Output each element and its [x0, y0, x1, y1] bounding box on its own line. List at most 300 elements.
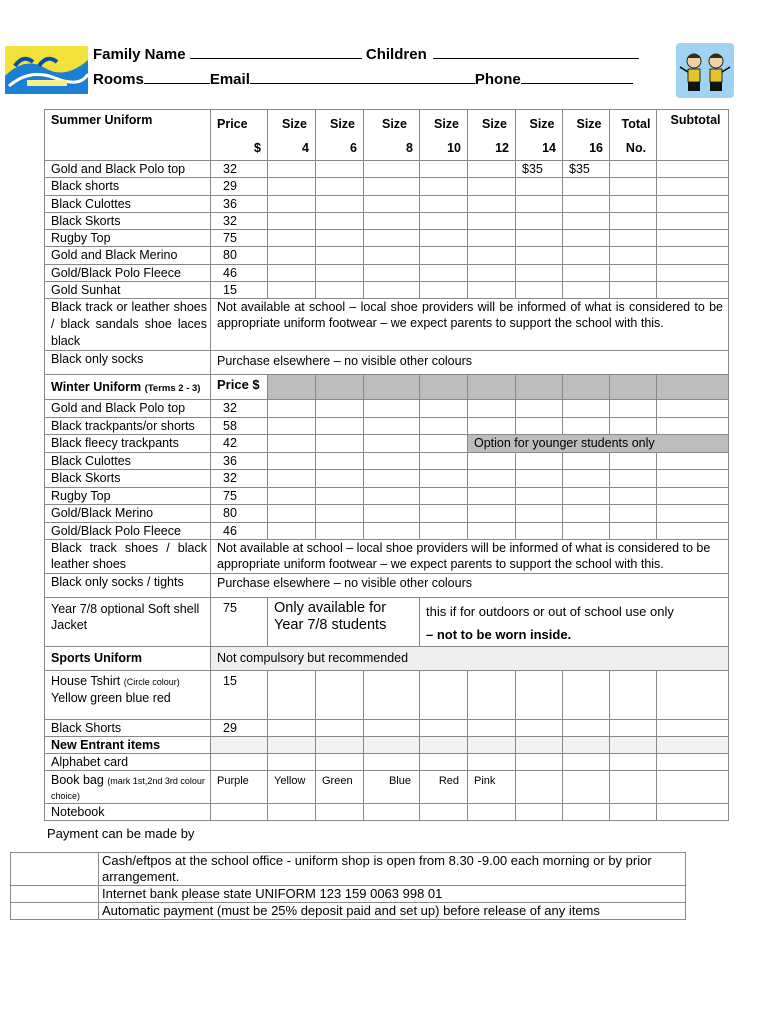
quantity-cell[interactable]: [468, 282, 516, 299]
jacket-usage-note: [420, 598, 729, 647]
size-label: Size: [529, 117, 555, 131]
quantity-cell[interactable]: [610, 247, 657, 264]
quantity-cell[interactable]: [316, 400, 364, 418]
quantity-cell[interactable]: [563, 754, 610, 771]
quantity-cell[interactable]: [657, 671, 729, 720]
phone-field[interactable]: [521, 69, 633, 84]
table-row: [45, 230, 729, 247]
payment-blank-cell: [11, 853, 99, 886]
quantity-cell[interactable]: [420, 417, 468, 435]
quantity-cell[interactable]: [516, 375, 563, 400]
quantity-cell[interactable]: [610, 522, 657, 540]
size-value: 8: [406, 141, 413, 155]
children-illustration: [676, 43, 734, 98]
quantity-cell[interactable]: [420, 754, 468, 771]
quantity-cell[interactable]: [516, 178, 563, 195]
table-row: [45, 574, 729, 598]
quantity-cell[interactable]: [657, 470, 729, 488]
quantity-cell[interactable]: [657, 720, 729, 737]
quantity-cell[interactable]: [468, 487, 516, 505]
quantity-cell[interactable]: [268, 264, 316, 281]
jacket-usage-text: this if for outdoors or out of school use only: [426, 604, 674, 620]
quantity-cell[interactable]: [316, 487, 364, 505]
table-header-row: [45, 110, 729, 161]
table-row: [45, 435, 729, 453]
phone-label: Phone: [474, 71, 521, 88]
quantity-cell[interactable]: [364, 452, 420, 470]
quantity-cell[interactable]: [610, 804, 657, 821]
quantity-cell[interactable]: [563, 771, 610, 804]
quantity-cell[interactable]: [610, 754, 657, 771]
size-label: Size: [576, 117, 602, 131]
rooms-label: Rooms: [93, 71, 144, 88]
quantity-cell[interactable]: [657, 771, 729, 804]
quantity-cell[interactable]: [610, 212, 657, 229]
quantity-cell[interactable]: [268, 505, 316, 523]
quantity-cell[interactable]: [610, 487, 657, 505]
quantity-cell[interactable]: [563, 212, 610, 229]
quantity-cell[interactable]: [657, 452, 729, 470]
quantity-cell[interactable]: [316, 375, 364, 400]
quantity-cell[interactable]: [516, 804, 563, 821]
quantity-cell[interactable]: [657, 247, 729, 264]
quantity-cell[interactable]: [316, 720, 364, 737]
quantity-cell[interactable]: [316, 195, 364, 212]
table-row: [45, 540, 729, 574]
quantity-cell[interactable]: [657, 487, 729, 505]
item-name: Black Culottes: [45, 195, 211, 212]
quantity-cell[interactable]: [610, 452, 657, 470]
payment-cash: Cash/eftpos at the school office - uniform shop is open from 8.30 -9.00 each morning or by prior arrangement.: [99, 853, 686, 886]
tshirt-name: House Tshirt: [51, 674, 121, 689]
quantity-cell[interactable]: [610, 375, 657, 400]
quantity-cell[interactable]: [516, 264, 563, 281]
quantity-cell[interactable]: [516, 400, 563, 418]
quantity-cell[interactable]: [420, 522, 468, 540]
quantity-cell[interactable]: [468, 522, 516, 540]
size-value: 12: [495, 141, 509, 155]
quantity-cell[interactable]: [657, 522, 729, 540]
payment-automatic: Automatic payment (must be 25% deposit paid and set up) before release of any items: [99, 903, 686, 920]
quantity-cell[interactable]: [268, 435, 316, 453]
quantity-cell[interactable]: [468, 671, 516, 720]
table-row: [45, 351, 729, 375]
quantity-cell[interactable]: [364, 264, 420, 281]
quantity-cell[interactable]: [657, 505, 729, 523]
quantity-cell[interactable]: [468, 505, 516, 523]
quantity-cell[interactable]: [364, 400, 420, 418]
sports-header-row: [45, 647, 729, 671]
size-value: 14: [542, 141, 556, 155]
quantity-cell[interactable]: [420, 435, 468, 453]
quantity-cell[interactable]: [211, 737, 268, 754]
quantity-cell[interactable]: [563, 671, 610, 720]
sports-uniform-heading: Sports Uniform: [45, 647, 211, 671]
quantity-cell[interactable]: [364, 417, 420, 435]
quantity-cell[interactable]: [610, 505, 657, 523]
item-price: 75: [211, 230, 268, 247]
quantity-cell[interactable]: [516, 522, 563, 540]
quantity-cell[interactable]: [268, 671, 316, 720]
quantity-cell[interactable]: [316, 212, 364, 229]
subtotal-header: Subtotal: [657, 110, 729, 161]
item-price: 80: [211, 247, 268, 264]
item-name: Black fleecy trackpants: [45, 435, 211, 453]
quantity-cell[interactable]: [268, 754, 316, 771]
item-price: 80: [211, 505, 268, 523]
quantity-cell[interactable]: [420, 161, 468, 178]
quantity-cell[interactable]: [468, 375, 516, 400]
quantity-cell[interactable]: [516, 282, 563, 299]
younger-students-note: Option for younger students only: [468, 435, 729, 453]
quantity-cell[interactable]: [420, 375, 468, 400]
quantity-cell[interactable]: [657, 400, 729, 418]
quantity-cell[interactable]: [657, 737, 729, 754]
family-name-field[interactable]: [190, 44, 362, 59]
quantity-cell[interactable]: [657, 804, 729, 821]
quantity-cell[interactable]: [316, 247, 364, 264]
sports-note: Not compulsory but recommended: [211, 647, 729, 671]
quantity-cell[interactable]: [610, 264, 657, 281]
item-price: 29: [211, 178, 268, 195]
quantity-cell[interactable]: [268, 375, 316, 400]
quantity-cell[interactable]: [268, 161, 316, 178]
children-field[interactable]: [433, 44, 639, 59]
quantity-cell[interactable]: [420, 737, 468, 754]
quantity-cell[interactable]: [468, 264, 516, 281]
quantity-cell[interactable]: [657, 212, 729, 229]
quantity-cell[interactable]: [657, 178, 729, 195]
quantity-cell[interactable]: [468, 195, 516, 212]
quantity-cell[interactable]: [316, 804, 364, 821]
quantity-cell[interactable]: [563, 737, 610, 754]
quantity-cell[interactable]: [211, 804, 268, 821]
quantity-cell[interactable]: [657, 282, 729, 299]
quantity-cell[interactable]: [420, 195, 468, 212]
quantity-cell[interactable]: [316, 671, 364, 720]
quantity-cell[interactable]: [420, 470, 468, 488]
table-row: [45, 804, 729, 821]
size-header-4: [268, 110, 316, 161]
quantity-cell[interactable]: [316, 435, 364, 453]
quantity-cell[interactable]: [268, 737, 316, 754]
quantity-cell[interactable]: [420, 671, 468, 720]
quantity-cell[interactable]: [268, 804, 316, 821]
quantity-cell[interactable]: [420, 264, 468, 281]
quantity-cell[interactable]: [420, 282, 468, 299]
quantity-cell[interactable]: [316, 522, 364, 540]
quantity-cell[interactable]: [516, 470, 563, 488]
email-label: Email: [209, 71, 250, 88]
quantity-cell[interactable]: [468, 737, 516, 754]
quantity-cell[interactable]: [468, 804, 516, 821]
quantity-cell[interactable]: [364, 230, 420, 247]
email-field[interactable]: [250, 69, 475, 84]
table-row: [45, 161, 729, 178]
quantity-cell[interactable]: [468, 161, 516, 178]
table-row: [45, 264, 729, 281]
jacket-not-inside: – not to be worn inside.: [426, 627, 572, 643]
quantity-cell[interactable]: [268, 282, 316, 299]
item-name: Gold and Black Polo top: [45, 400, 211, 418]
table-row: [45, 417, 729, 435]
quantity-cell[interactable]: [364, 282, 420, 299]
bookbag-name: Book bag: [51, 773, 104, 788]
table-row: [45, 195, 729, 212]
summer-uniform-heading: Summer Uniform: [45, 110, 211, 161]
table-row: [45, 720, 729, 737]
table-row: [45, 178, 729, 195]
winter-uniform-heading: [45, 375, 211, 400]
winter-header-row: [45, 375, 729, 400]
quantity-cell[interactable]: [563, 505, 610, 523]
item-price: 75: [211, 487, 268, 505]
quantity-cell[interactable]: [516, 671, 563, 720]
quantity-cell[interactable]: [516, 487, 563, 505]
quantity-cell[interactable]: [516, 195, 563, 212]
quantity-cell[interactable]: [468, 470, 516, 488]
bookbag-colour-option[interactable]: Blue: [364, 771, 420, 804]
rooms-email-phone-row: [93, 69, 633, 88]
item-price: 32: [211, 400, 268, 418]
quantity-cell[interactable]: [364, 161, 420, 178]
quantity-cell[interactable]: [610, 400, 657, 418]
quantity-cell[interactable]: [563, 470, 610, 488]
item-name: Black Shorts: [45, 720, 211, 737]
quantity-cell[interactable]: [516, 737, 563, 754]
quantity-cell[interactable]: [468, 754, 516, 771]
size-label: Size: [281, 117, 307, 131]
quantity-cell[interactable]: [610, 282, 657, 299]
quantity-cell[interactable]: [268, 522, 316, 540]
quantity-cell[interactable]: [364, 178, 420, 195]
quantity-cell[interactable]: [364, 522, 420, 540]
table-row: [45, 754, 729, 771]
quantity-cell[interactable]: [610, 230, 657, 247]
size-header-16: [563, 110, 610, 161]
quantity-cell[interactable]: [316, 230, 364, 247]
quantity-cell[interactable]: [420, 804, 468, 821]
quantity-cell[interactable]: [364, 435, 420, 453]
quantity-cell[interactable]: [563, 417, 610, 435]
quantity-cell[interactable]: [364, 754, 420, 771]
quantity-cell[interactable]: [516, 417, 563, 435]
quantity-cell[interactable]: [657, 264, 729, 281]
quantity-cell[interactable]: [610, 470, 657, 488]
item-name: Black shorts: [45, 178, 211, 195]
total-label: Total: [621, 117, 651, 131]
quantity-cell[interactable]: [268, 212, 316, 229]
quantity-cell[interactable]: [268, 247, 316, 264]
quantity-cell[interactable]: [563, 522, 610, 540]
quantity-cell[interactable]: [563, 400, 610, 418]
quantity-cell[interactable]: [268, 417, 316, 435]
quantity-cell[interactable]: [268, 452, 316, 470]
quantity-cell[interactable]: [364, 671, 420, 720]
quantity-cell[interactable]: [657, 375, 729, 400]
item-name: Gold/Black Merino: [45, 505, 211, 523]
quantity-cell[interactable]: [468, 212, 516, 229]
quantity-cell[interactable]: [468, 452, 516, 470]
quantity-cell[interactable]: [364, 195, 420, 212]
quantity-cell[interactable]: [268, 178, 316, 195]
quantity-cell[interactable]: [364, 470, 420, 488]
quantity-cell[interactable]: [563, 195, 610, 212]
quantity-cell[interactable]: [657, 417, 729, 435]
quantity-cell[interactable]: [657, 161, 729, 178]
quantity-cell[interactable]: [516, 771, 563, 804]
family-name-label: Family Name: [93, 46, 186, 63]
quantity-cell[interactable]: [420, 212, 468, 229]
quantity-cell[interactable]: [610, 195, 657, 212]
quantity-cell[interactable]: [420, 178, 468, 195]
item-price: 15: [211, 671, 268, 720]
quantity-cell[interactable]: [610, 671, 657, 720]
quantity-cell[interactable]: [420, 505, 468, 523]
quantity-cell[interactable]: [563, 452, 610, 470]
quantity-cell[interactable]: [657, 195, 729, 212]
quantity-cell[interactable]: [316, 505, 364, 523]
item-price: 32: [211, 470, 268, 488]
table-row: [45, 212, 729, 229]
quantity-cell[interactable]: [563, 487, 610, 505]
quantity-cell[interactable]: [268, 230, 316, 247]
size-14-note: $35: [516, 161, 563, 178]
quantity-cell[interactable]: [468, 247, 516, 264]
quantity-cell[interactable]: [563, 247, 610, 264]
quantity-cell[interactable]: [563, 264, 610, 281]
quantity-cell[interactable]: [516, 247, 563, 264]
bookbag-colour-option[interactable]: Pink: [468, 771, 516, 804]
quantity-cell[interactable]: [563, 282, 610, 299]
quantity-cell[interactable]: [420, 487, 468, 505]
quantity-cell[interactable]: [316, 754, 364, 771]
item-name: Black track shoes / black leather shoes: [45, 540, 211, 574]
payment-intro: Payment can be made by: [47, 826, 195, 841]
purchase-elsewhere-note: Purchase elsewhere – no visible other colours: [211, 351, 729, 375]
quantity-cell[interactable]: [316, 452, 364, 470]
quantity-cell[interactable]: [563, 230, 610, 247]
item-name: Gold and Black Merino: [45, 247, 211, 264]
item-price: 42: [211, 435, 268, 453]
quantity-cell[interactable]: [364, 212, 420, 229]
quantity-cell[interactable]: [610, 771, 657, 804]
quantity-cell[interactable]: [563, 720, 610, 737]
quantity-cell[interactable]: [657, 230, 729, 247]
quantity-cell[interactable]: [316, 161, 364, 178]
quantity-cell[interactable]: [268, 720, 316, 737]
quantity-cell[interactable]: [211, 754, 268, 771]
payment-row: [11, 886, 686, 903]
item-price: 75: [211, 598, 268, 647]
quantity-cell[interactable]: [516, 505, 563, 523]
quantity-cell[interactable]: [364, 737, 420, 754]
jacket-availability-note: Only available for Year 7/8 students: [268, 598, 420, 647]
quantity-cell[interactable]: [420, 452, 468, 470]
quantity-cell[interactable]: [268, 487, 316, 505]
quantity-cell[interactable]: [316, 264, 364, 281]
quantity-cell[interactable]: [563, 804, 610, 821]
item-price: 29: [211, 720, 268, 737]
quantity-cell[interactable]: [316, 470, 364, 488]
payment-row: [11, 853, 686, 886]
quantity-cell[interactable]: [364, 804, 420, 821]
quantity-cell[interactable]: [420, 247, 468, 264]
quantity-cell[interactable]: [468, 720, 516, 737]
quantity-cell[interactable]: [364, 247, 420, 264]
quantity-cell[interactable]: [316, 737, 364, 754]
quantity-cell[interactable]: [268, 470, 316, 488]
quantity-cell[interactable]: [468, 417, 516, 435]
quantity-cell[interactable]: [316, 417, 364, 435]
size-header-10: [420, 110, 468, 161]
quantity-cell[interactable]: [516, 452, 563, 470]
quantity-cell[interactable]: [610, 737, 657, 754]
payment-row: [11, 903, 686, 920]
payment-blank-cell: [11, 886, 99, 903]
quantity-cell[interactable]: [364, 375, 420, 400]
rooms-field[interactable]: [144, 69, 210, 84]
bookbag-colour-option[interactable]: Yellow: [268, 771, 316, 804]
quantity-cell[interactable]: [516, 212, 563, 229]
size-value: 4: [302, 141, 309, 155]
payment-internet: Internet bank please state UNIFORM 123 159 0063 998 01: [99, 886, 686, 903]
winter-price-header: Price $: [211, 375, 268, 400]
quantity-cell[interactable]: [420, 400, 468, 418]
quantity-cell[interactable]: [420, 720, 468, 737]
quantity-cell[interactable]: [516, 720, 563, 737]
quantity-cell[interactable]: [316, 178, 364, 195]
quantity-cell[interactable]: [610, 161, 657, 178]
item-price: 32: [211, 161, 268, 178]
quantity-cell[interactable]: [364, 487, 420, 505]
quantity-cell[interactable]: [657, 754, 729, 771]
quantity-cell[interactable]: [268, 195, 316, 212]
size-header-14: [516, 110, 563, 161]
quantity-cell[interactable]: [364, 505, 420, 523]
bookbag-colour-option[interactable]: Green: [316, 771, 364, 804]
table-row: [45, 487, 729, 505]
item-price: 46: [211, 264, 268, 281]
price-label: Price: [217, 117, 248, 131]
table-row: [45, 598, 729, 647]
quantity-cell[interactable]: [468, 400, 516, 418]
quantity-cell[interactable]: [364, 720, 420, 737]
tshirt-hint: (Circle colour): [123, 677, 180, 688]
quantity-cell[interactable]: [468, 178, 516, 195]
item-price: 32: [211, 212, 268, 229]
quantity-cell[interactable]: [610, 417, 657, 435]
size-header-8: [364, 110, 420, 161]
bookbag-colour-option[interactable]: Red: [420, 771, 468, 804]
quantity-cell[interactable]: [268, 400, 316, 418]
quantity-cell[interactable]: [316, 282, 364, 299]
item-name: Year 7/8 optional Soft shell Jacket: [45, 598, 211, 647]
quantity-cell[interactable]: [563, 178, 610, 195]
quantity-cell[interactable]: [610, 720, 657, 737]
bookbag-colour-option[interactable]: Purple: [211, 771, 268, 804]
table-row: [45, 771, 729, 804]
quantity-cell[interactable]: [610, 178, 657, 195]
quantity-cell[interactable]: [563, 375, 610, 400]
item-name: Black track or leather shoes / black sandals shoe laces black: [45, 299, 211, 351]
quantity-cell[interactable]: [468, 230, 516, 247]
quantity-cell[interactable]: [516, 754, 563, 771]
quantity-cell[interactable]: [516, 230, 563, 247]
table-row: [45, 247, 729, 264]
quantity-cell[interactable]: [420, 230, 468, 247]
item-name: Gold/Black Polo Fleece: [45, 264, 211, 281]
